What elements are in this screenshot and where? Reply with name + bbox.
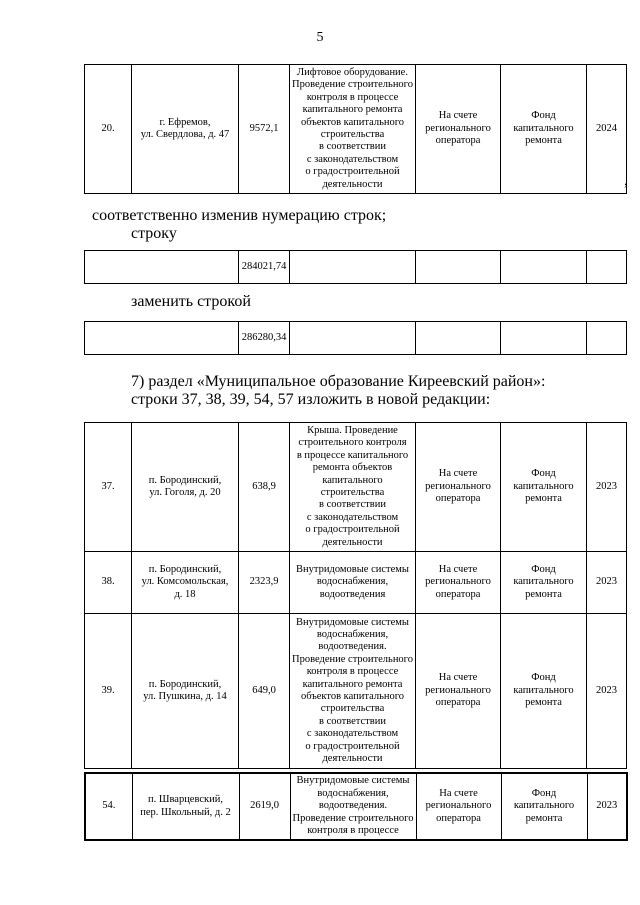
row-number: 20. xyxy=(85,65,132,194)
address-cell: п. Шварцевский, пер. Школьный, д. 2 xyxy=(132,773,239,840)
section-heading-line2: строки 37, 38, 39, 54, 57 изложить в новой редакции: xyxy=(131,391,491,408)
work-type-cell: Крыша. Проведение строительного контроля в процессе капитального ремонта объектов капитального строительства в соответствии с законодательством о градостроительной деятельности xyxy=(290,423,416,552)
area-cell: 2619,0 xyxy=(239,773,290,840)
empty-cell xyxy=(587,251,627,284)
row-number: 54. xyxy=(85,773,132,840)
year-cell: 2023 xyxy=(587,423,627,552)
year-cell: 2024 xyxy=(587,65,627,194)
address-cell: п. Бородинский, ул. Гоголя, д. 20 xyxy=(132,423,239,552)
work-type-cell: Внутридомовые системы водоснабжения, водоотведения. Проведение строительного контроля в процессе капитального ремонта объектов капитального строительства в соответствии с законодательством о градостроительной деятельности xyxy=(290,614,416,769)
row-label-text: строку xyxy=(131,225,177,242)
fund-cell: Фонд капитального ремонта xyxy=(501,65,587,194)
empty-cell xyxy=(290,322,416,355)
table-row xyxy=(85,322,627,355)
fund-cell: Фонд капитального ремонта xyxy=(501,773,587,840)
empty-cell xyxy=(290,251,416,284)
total-row-new xyxy=(84,321,627,355)
empty-cell xyxy=(85,322,239,355)
row-number: 39. xyxy=(85,614,132,769)
year-cell: 2023 xyxy=(587,552,627,614)
table-row xyxy=(85,423,627,552)
year-cell: 2023 xyxy=(587,614,627,769)
table-row-20 xyxy=(84,64,627,194)
empty-cell xyxy=(501,322,587,355)
renumber-text: соответственно изменив нумерацию строк; xyxy=(92,207,387,224)
row-number: 37. xyxy=(85,423,132,552)
empty-cell xyxy=(85,251,239,284)
work-type-cell: Внутридомовые системы водоснабжения, водоотведения xyxy=(290,552,416,614)
fund-cell: Фонд капитального ремонта xyxy=(501,614,587,769)
empty-cell xyxy=(501,251,587,284)
table-row xyxy=(85,773,627,840)
account-cell: На счете регионального оператора xyxy=(416,773,501,840)
account-cell: На счете регионального оператора xyxy=(416,552,501,614)
area-cell: 9572,1 xyxy=(239,65,290,194)
empty-cell xyxy=(587,322,627,355)
work-type-cell: Внутридомовые системы водоснабжения, водоотведения. Проведение строительного контроля в процессе xyxy=(290,773,416,840)
account-cell: На счете регионального оператора xyxy=(416,614,501,769)
table-row xyxy=(85,614,627,769)
account-cell: На счете регионального оператора xyxy=(416,423,501,552)
table-row xyxy=(85,251,627,284)
empty-cell xyxy=(416,322,501,355)
table-row xyxy=(85,552,627,614)
replace-text: заменить строкой xyxy=(131,293,251,310)
section-heading-line1: 7) раздел «Муниципальное образование Киреевский район»: xyxy=(131,373,546,390)
account-cell: На счете регионального оператора xyxy=(416,65,501,194)
year-cell: 2023 xyxy=(587,773,627,840)
total-value: 284021,74 xyxy=(239,251,290,284)
area-cell: 638,9 xyxy=(239,423,290,552)
row-number: 38. xyxy=(85,552,132,614)
address-cell: п. Бородинский, ул. Комсомольская, д. 18 xyxy=(132,552,239,614)
total-value: 286280,34 xyxy=(239,322,290,355)
table-row xyxy=(85,65,627,194)
work-type-cell: Лифтовое оборудование. Проведение строительного контроля в процессе капитального ремонта объектов капитального строительства в соответствии с законодательством о градостроительной деятельности xyxy=(290,65,416,194)
empty-cell xyxy=(416,251,501,284)
area-cell: 2323,9 xyxy=(239,552,290,614)
fund-cell: Фонд капитального ремонта xyxy=(501,552,587,614)
table-rows-37-39 xyxy=(84,422,627,769)
trailing-comma: , xyxy=(624,172,628,189)
address-cell: п. Бородинский, ул. Пушкина, д. 14 xyxy=(132,614,239,769)
total-row-original xyxy=(84,250,627,284)
address-cell: г. Ефремов, ул. Свердлова, д. 47 xyxy=(132,65,239,194)
page-number: 5 xyxy=(316,30,324,45)
area-cell: 649,0 xyxy=(239,614,290,769)
table-row-54 xyxy=(84,772,628,841)
fund-cell: Фонд капитального ремонта xyxy=(501,423,587,552)
